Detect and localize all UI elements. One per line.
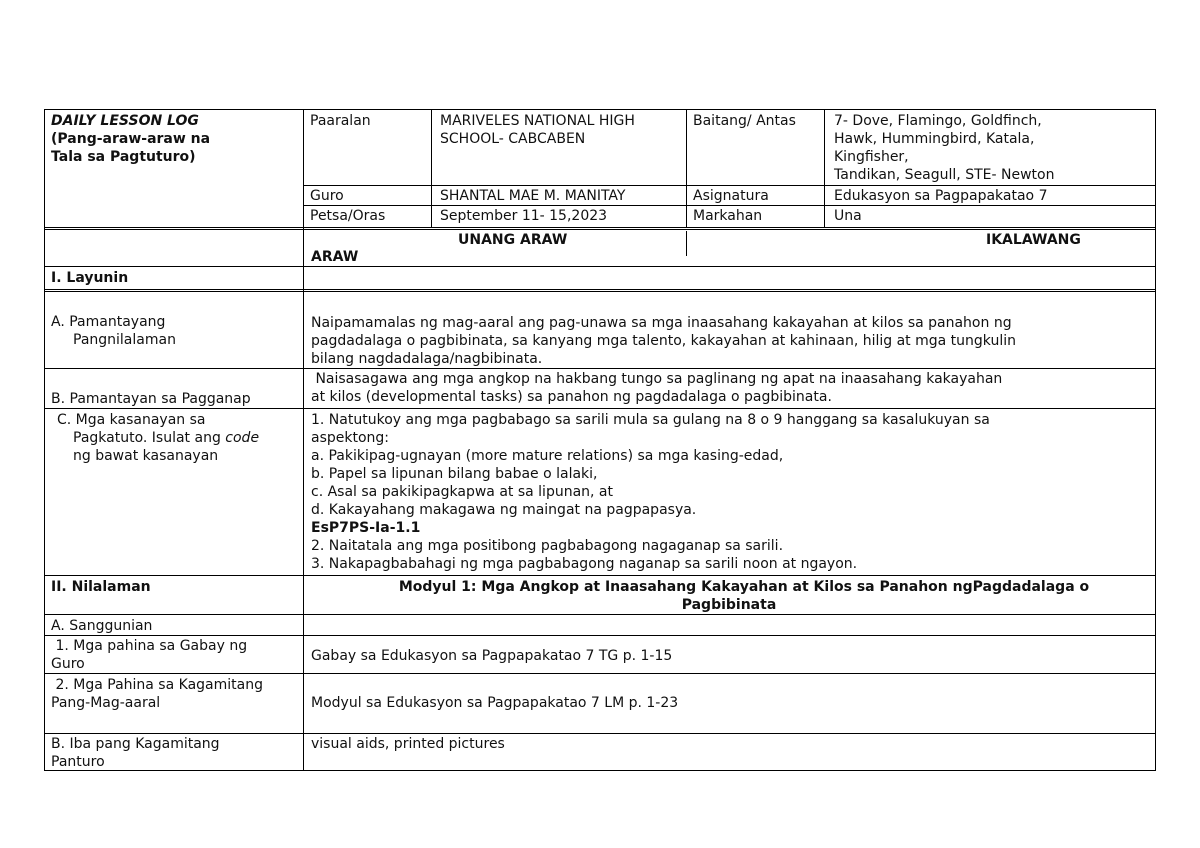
content-standard-label bbox=[51, 313, 301, 349]
row-divider bbox=[44, 408, 1156, 409]
row-divider bbox=[44, 266, 1156, 267]
competency-text bbox=[311, 411, 1153, 573]
table-border-left bbox=[44, 109, 45, 770]
title-line: (Pang-araw-araw na bbox=[51, 131, 211, 147]
label-line: ng bawat kasanayan bbox=[73, 448, 219, 464]
competency-label bbox=[57, 411, 301, 465]
label-text-italic: code bbox=[225, 430, 260, 446]
text-line: pagdadalaga o pagbibinata, sa kanyang mga talento, kakayahan at kahinaan, hilig at mga tungkulin bbox=[311, 333, 1016, 349]
col-divider bbox=[824, 109, 825, 227]
other-materials-value: visual aids, printed pictures bbox=[311, 736, 505, 752]
col-divider bbox=[686, 109, 687, 227]
text-line: Pagbibinata bbox=[681, 597, 777, 613]
row-divider bbox=[44, 368, 1156, 369]
day1-heading: UNANG ARAW bbox=[458, 232, 568, 248]
label-line: Pang-Mag-aaral bbox=[51, 695, 161, 711]
title-line: DAILY LESSON LOG bbox=[51, 113, 199, 129]
performance-standard-label: B. Pamantayan sa Pagganap bbox=[51, 391, 251, 407]
text-line: at kilos (developmental tasks) sa panahon ng pagdadalaga o pagbibinata. bbox=[311, 389, 832, 405]
title-line: Tala sa Pagtuturo) bbox=[51, 149, 196, 165]
label-line bbox=[57, 429, 301, 447]
references-label: A. Sanggunian bbox=[51, 618, 153, 634]
table-border-top bbox=[44, 109, 1156, 110]
text-line: 3. Nakapagbabahagi ng mga pagbabagong naganap sa sarili noon at ngayon. bbox=[311, 556, 858, 572]
row-divider bbox=[44, 614, 1156, 615]
other-materials-label bbox=[51, 735, 301, 771]
label-line: B. Iba pang Kagamitang bbox=[51, 736, 220, 752]
row-divider bbox=[44, 289, 1156, 290]
col-divider bbox=[431, 109, 432, 227]
objectives-label: I. Layunin bbox=[51, 270, 129, 286]
teacher-guide-label bbox=[51, 637, 301, 673]
row-divider bbox=[44, 733, 1156, 734]
learner-materials-value: Modyul sa Edukasyon sa Pagpapakatao 7 LM p. 1-23 bbox=[311, 695, 679, 711]
row-divider bbox=[44, 291, 1156, 292]
text-line: 1. Natutukoy ang mga pagbabago sa sarili mula sa gulang na 8 o 9 hanggang sa kasalukuyan sa bbox=[311, 412, 990, 428]
label-line: 2. Mga Pahina sa Kagamitang bbox=[51, 677, 263, 693]
content-text bbox=[305, 578, 1153, 614]
date-label: Petsa/Oras bbox=[310, 208, 386, 224]
school-line: MARIVELES NATIONAL HIGH bbox=[440, 113, 635, 129]
quarter-value: Una bbox=[834, 208, 862, 224]
grade-value bbox=[834, 112, 1154, 184]
row-divider bbox=[44, 673, 1156, 674]
label-text: Pagkatuto. Isulat ang bbox=[73, 430, 226, 446]
content-standard-text bbox=[311, 314, 1153, 368]
teacher-value: SHANTAL MAE M. MANITAY bbox=[440, 188, 626, 204]
subject-value: Edukasyon sa Pagpapakatao 7 bbox=[834, 188, 1048, 204]
label-line: A. Pamantayang bbox=[51, 314, 166, 330]
date-value: September 11- 15,2023 bbox=[440, 208, 608, 224]
text-line: Naisasagawa ang mga angkop na hakbang tungo sa paglinang ng apat na inaasahang kakayahan bbox=[311, 371, 1003, 387]
text-line: aspektong: bbox=[311, 430, 390, 446]
grade-line: Kingfisher, bbox=[834, 149, 909, 165]
table-border-right bbox=[1155, 109, 1156, 770]
grade-line: 7- Dove, Flamingo, Goldfinch, bbox=[834, 113, 1042, 129]
text-line: d. Kakayahang makagawa ng maingat na pagpapasya. bbox=[311, 502, 697, 518]
row-divider bbox=[44, 229, 1156, 230]
subject-label: Asignatura bbox=[693, 188, 769, 204]
text-line: b. Papel sa lipunan bilang babae o lalaki, bbox=[311, 466, 598, 482]
label-line: 1. Mga pahina sa Gabay ng bbox=[51, 638, 248, 654]
school-line: SCHOOL- CABCABEN bbox=[440, 131, 586, 147]
day2-heading-continued: ARAW bbox=[311, 249, 359, 265]
row-divider bbox=[44, 227, 1156, 228]
content-label: II. Nilalaman bbox=[51, 579, 151, 595]
document-title bbox=[51, 112, 301, 166]
col-divider bbox=[686, 231, 687, 256]
text-line: Naipamamalas ng mag-aaral ang pag-unawa sa mga inaasahang kakayahan at kilos sa panahon ng bbox=[311, 315, 1012, 331]
learner-materials-label bbox=[51, 676, 301, 712]
grade-label: Baitang/ Antas bbox=[693, 113, 796, 129]
grade-line: Tandikan, Seagull, STE- Newton bbox=[834, 167, 1055, 183]
text-line: c. Asal sa pakikipagkapwa at sa lipunan, at bbox=[311, 484, 614, 500]
text-line: bilang nagdadalaga/nagbibinata. bbox=[311, 351, 543, 367]
teacher-label: Guro bbox=[310, 188, 344, 204]
quarter-label: Markahan bbox=[693, 208, 763, 224]
performance-standard-text bbox=[311, 370, 1153, 406]
school-value bbox=[440, 112, 684, 148]
text-line: Modyul 1: Mga Angkop at Inaasahang Kakayahan at Kilos sa Panahon ngPagdadalaga o bbox=[398, 579, 1090, 595]
label-line: Guro bbox=[51, 656, 85, 672]
day2-heading: IKALAWANG bbox=[986, 232, 1081, 248]
grade-line: Hawk, Hummingbird, Katala, bbox=[834, 131, 1035, 147]
teacher-guide-value: Gabay sa Edukasyon sa Pagpapakatao 7 TG p. 1-15 bbox=[311, 648, 673, 664]
col-divider bbox=[303, 109, 304, 770]
row-divider bbox=[44, 635, 1156, 636]
label-line: C. Mga kasanayan sa bbox=[57, 412, 206, 428]
text-line: a. Pakikipag-ugnayan (more mature relations) sa mga kasing-edad, bbox=[311, 448, 784, 464]
school-label: Paaralan bbox=[310, 113, 371, 129]
label-line: Pangnilalaman bbox=[73, 332, 176, 348]
label-line: Panturo bbox=[51, 754, 105, 770]
competency-code: EsP7PS-Ia-1.1 bbox=[311, 520, 421, 536]
text-line: 2. Naitatala ang mga positibong pagbabagong nagaganap sa sarili. bbox=[311, 538, 784, 554]
row-divider bbox=[44, 575, 1156, 576]
